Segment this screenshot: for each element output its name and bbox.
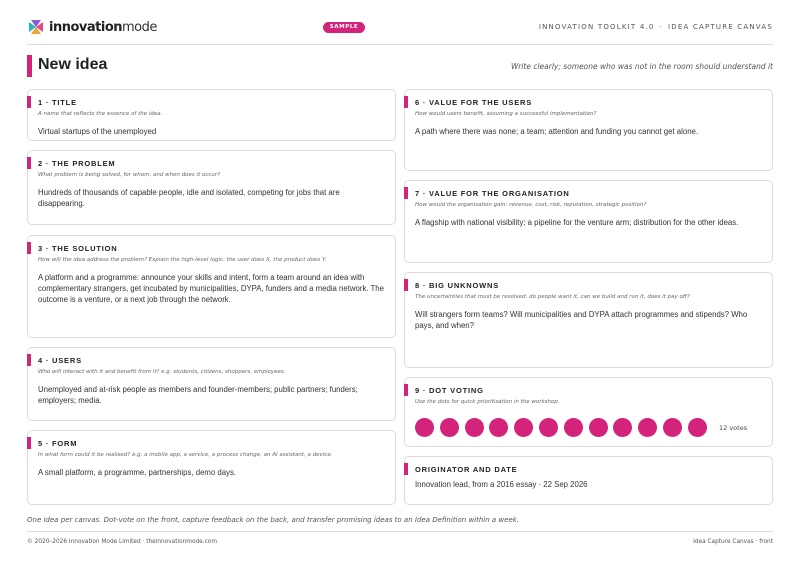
card-accent: [27, 157, 31, 169]
card-heading: 2 · THE PROBLEM: [38, 159, 116, 168]
card-prompt: In what form could it be realised? e.g. a mobile app, a service, a process change, an AI assistant, a device.: [38, 452, 333, 458]
page-title: New idea: [38, 56, 108, 73]
card-form[interactable]: [27, 430, 396, 505]
footer-divider: [27, 531, 773, 532]
card-content[interactable]: A small platform, a programme, partnerships, demo days.: [38, 468, 237, 477]
page-label: Idea Capture Canvas · front: [693, 539, 773, 545]
card-content[interactable]: Unemployed and at-risk people as members and founder-members; public partners; funders; employers; media.: [38, 385, 358, 405]
card-content[interactable]: A platform and a programme: announce your skills and intent, form a team around an idea with complementary strangers, get incubated by municipalities, DYPA, funders and a media network. The outcome is a venture, or a next job through the network.: [38, 273, 384, 304]
card-accent: [27, 96, 31, 108]
card-prompt: How would the organisation gain: revenue, cost, risk, reputation, strategic position?: [415, 202, 647, 208]
card-content[interactable]: A flagship with national visibility; a pipeline for the venture arm; distribution for the other ideas.: [415, 218, 739, 227]
card-accent: [404, 279, 408, 291]
card-content[interactable]: A path where there was none; a team; attention and funding you cannot get alone.: [415, 127, 699, 136]
card-value-organisation[interactable]: [404, 180, 773, 263]
card-prompt: How would users benefit, assuming a successful implementation?: [415, 111, 597, 117]
innovation-mode-logo-icon: [27, 18, 45, 36]
copyright: © 2020–2026 Innovation Mode Limited · theinnovationmode.com: [27, 539, 217, 545]
card-accent: [27, 242, 31, 254]
vote-dot[interactable]: [589, 418, 608, 437]
header-divider: [27, 44, 773, 45]
vote-dot[interactable]: [688, 418, 707, 437]
card-problem[interactable]: [27, 150, 396, 225]
card-big-unknowns[interactable]: [404, 272, 773, 368]
vote-dots: [415, 418, 713, 437]
card-accent: [404, 187, 408, 199]
card-prompt: A name that reflects the essence of the idea.: [38, 111, 163, 117]
card-heading: 9 · DOT VOTING: [415, 386, 484, 395]
card-prompt: The uncertainties that must be resolved: do people want it, can we build and run it, does it pay off?: [415, 294, 690, 300]
vote-dot[interactable]: [440, 418, 459, 437]
vote-dot[interactable]: [638, 418, 657, 437]
card-content[interactable]: Will strangers form teams? Will municipalities and DYPA attach programmes and stipends? Who pays, and when?: [415, 310, 748, 330]
card-solution[interactable]: [27, 235, 396, 338]
logo-text-light: mode: [122, 19, 157, 35]
card-heading: 6 · VALUE FOR THE USERS: [415, 98, 533, 107]
card-accent: [27, 437, 31, 449]
page-hint: Write clearly; someone who was not in the room should understand it: [510, 62, 773, 71]
logo-text-bold: innovation: [49, 19, 122, 35]
card-heading: 4 · USERS: [38, 356, 82, 365]
card-value-users[interactable]: [404, 89, 773, 171]
card-dot-voting: [404, 377, 773, 447]
toolkit-separator: ·: [659, 23, 663, 31]
vote-dot[interactable]: [415, 418, 434, 437]
card-prompt: Who will interact with it and benefit from it? e.g. students, citizens, shoppers, employees.: [38, 369, 286, 375]
card-originator[interactable]: [404, 456, 773, 505]
card-heading: 8 · BIG UNKNOWNS: [415, 281, 500, 290]
card-accent: [404, 96, 408, 108]
card-heading: 1 · TITLE: [38, 98, 77, 107]
card-prompt: Use the dots for quick prioritisation in the workshop.: [415, 399, 560, 405]
vote-dot[interactable]: [663, 418, 682, 437]
card-content[interactable]: Hundreds of thousands of capable people, idle and isolated, competing for jobs that are disappearing.: [38, 188, 340, 208]
card-heading: 5 · FORM: [38, 439, 78, 448]
card-accent: [27, 354, 31, 366]
toolkit-name: INNOVATION TOOLKIT 4.0: [538, 23, 655, 31]
canvas-name: IDEA CAPTURE CANVAS: [668, 23, 773, 31]
title-accent-bar: [27, 55, 32, 77]
card-heading: ORIGINATOR AND DATE: [415, 465, 518, 474]
footer-note: One idea per canvas. Dot-vote on the front, capture feedback on the back, and transfer promising ideas to an Idea Definition within a week.: [27, 516, 520, 524]
card-users[interactable]: [27, 347, 396, 421]
vote-dot[interactable]: [465, 418, 484, 437]
card-content[interactable]: Innovation lead, from a 2016 essay · 22 Sep 2026: [415, 480, 588, 489]
card-prompt: What problem is being solved, for whom, and when does it occur?: [38, 172, 221, 178]
votes-count: 12 votes: [719, 424, 748, 432]
card-accent: [404, 384, 408, 396]
card-accent: [404, 463, 408, 475]
card-heading: 3 · THE SOLUTION: [38, 244, 118, 253]
vote-dot[interactable]: [489, 418, 508, 437]
vote-dot[interactable]: [564, 418, 583, 437]
vote-dot[interactable]: [514, 418, 533, 437]
card-title[interactable]: [27, 89, 396, 141]
card-prompt: How will the idea address the problem? Explain the high-level logic: the user does X, the product does Y.: [38, 257, 327, 263]
vote-dot[interactable]: [613, 418, 632, 437]
card-content[interactable]: Virtual startups of the unemployed: [38, 127, 157, 136]
header: [27, 14, 773, 44]
toolkit-label: [539, 23, 773, 31]
logo[interactable]: [27, 18, 157, 36]
vote-dot[interactable]: [539, 418, 558, 437]
card-heading: 7 · VALUE FOR THE ORGANISATION: [415, 189, 570, 198]
sample-badge: SAMPLE: [323, 22, 365, 33]
